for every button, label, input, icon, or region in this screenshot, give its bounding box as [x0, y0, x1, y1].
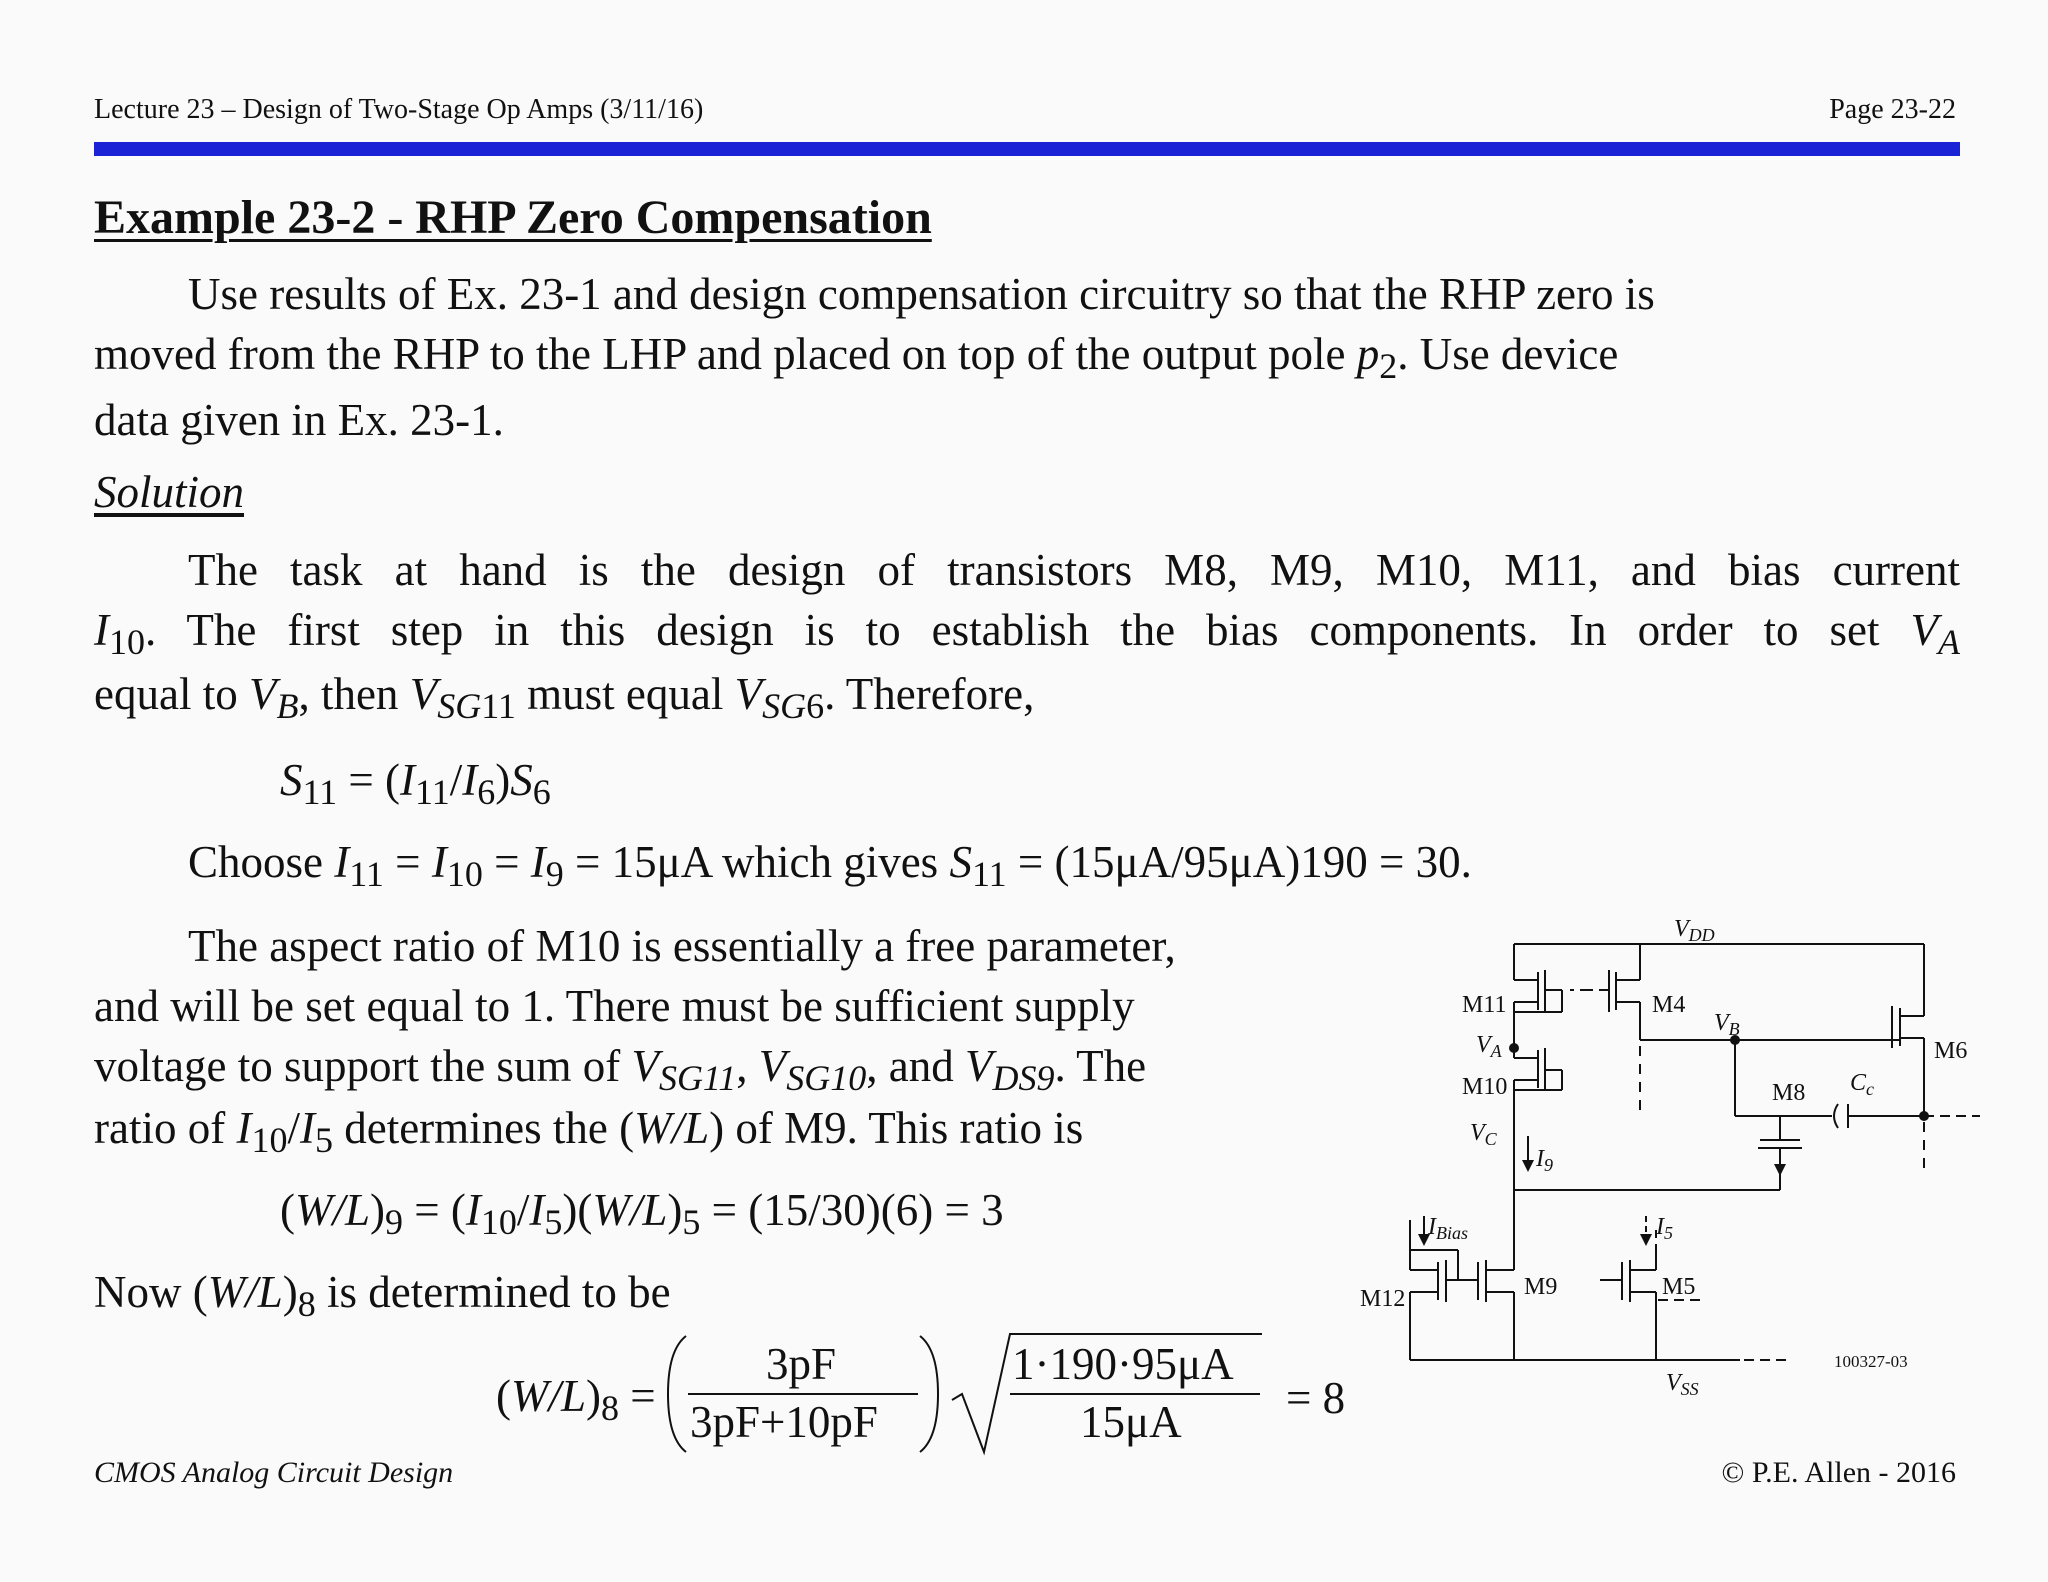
- solution-heading: Solution: [94, 467, 245, 517]
- frac2-numerator: 1·190·95μA: [1012, 1339, 1234, 1389]
- vdd-label: $V_{DD}$: [1674, 916, 1715, 945]
- para1-line-1: [94, 540, 1960, 600]
- para2-line-2: and will be set equal to 1. There must be sufficient supply: [94, 981, 1135, 1031]
- footer-course-name: CMOS Analog Circuit Design: [94, 1456, 454, 1489]
- header-divider-bar: [94, 142, 1960, 156]
- para1-line-2: [94, 600, 1960, 660]
- voltage-subscript: A: [1938, 622, 1961, 662]
- equation-wl9: $(W/L)_9 = (I_{10}/I_5)(W/L)_5 = (15/30)(6) = 3$: [280, 1185, 1004, 1242]
- circuit-schematic: [1340, 900, 2000, 1420]
- wl8-result: = 8: [1286, 1373, 1346, 1423]
- vc-label: $V_C$: [1470, 1120, 1497, 1149]
- wl8-lhs: $(W/L)_8$ =: [496, 1371, 656, 1428]
- equation-s11: $S_{11} = (I_{11}/I_6)S_6$: [280, 755, 551, 812]
- equation-wl8: [490, 1330, 1390, 1460]
- figure-id: 100327-03: [1834, 1352, 1908, 1371]
- problem-text: moved from the RHP to the LHP and placed on top of the output pole: [94, 329, 1357, 379]
- para2-line-1: The aspect ratio of M10 is essentially a free parameter,: [188, 921, 1176, 971]
- header-lecture-title: Lecture 23 – Design of Two-Stage Op Amps (3/11/16): [94, 94, 704, 125]
- problem-line-2: [94, 324, 1618, 384]
- current-subscript: 10: [109, 622, 145, 662]
- choose-line: Choose $I_{11} = I_{10} = I_9 = 15\mu A$ which gives $S_{11} = (15\mu A/95\mu A)190 = 30$.: [188, 837, 1472, 894]
- vb-label: $V_B$: [1714, 1010, 1740, 1039]
- m11-label: M11: [1462, 992, 1507, 1018]
- example-title: Example 23-2 - RHP Zero Compensation: [94, 191, 932, 244]
- i5-label: $I_5$: [1656, 1214, 1673, 1243]
- i9-label: $I_9$: [1536, 1146, 1553, 1175]
- footer-copyright: © P.E. Allen - 2016: [1721, 1456, 1956, 1489]
- problem-line-3: data given in Ex. 23-1.: [94, 395, 504, 445]
- para2-line-3: voltage to support the sum of $V_{SG11}$, $V_{SG10}$, and $V_{DS9}$. The: [94, 1041, 1147, 1098]
- m8-label: M8: [1772, 1080, 1806, 1106]
- pole-symbol: p: [1356, 329, 1380, 379]
- problem-text: . Use device: [1397, 329, 1619, 379]
- now-line: Now $(W/L)_8$ is determined to be: [94, 1267, 671, 1324]
- cc-label: $C_c$: [1850, 1070, 1875, 1099]
- para1-line-3: equal to $V_B$, then $V_{SG11}$ must equal $V_{SG6}$. Therefore,: [94, 669, 1035, 726]
- para2-line-4: ratio of $I_{10}/I_5$ determines the (W/L) of M9. This ratio is: [94, 1103, 1084, 1160]
- m4-label: M4: [1652, 992, 1686, 1018]
- wl8-brackets: [490, 1330, 1390, 1460]
- vss-label: $V_{SS}$: [1666, 1370, 1699, 1399]
- voltage-symbol: V: [1910, 605, 1939, 655]
- m6-label: M6: [1934, 1038, 1968, 1064]
- frac2-denominator: 15μA: [1080, 1397, 1182, 1447]
- para1-text: The task at hand is the design of transistors M8, M9, M10, M11, and bias current: [188, 545, 1960, 595]
- va-label: $V_A$: [1476, 1032, 1502, 1061]
- pole-subscript: 2: [1379, 346, 1398, 386]
- ibias-label: $I_{Bias}$: [1428, 1214, 1469, 1243]
- frac1-numerator: 3pF: [766, 1339, 837, 1389]
- header-page-number: Page 23-22: [1829, 94, 1956, 125]
- m9-label: M9: [1524, 1274, 1558, 1300]
- m5-label: M5: [1662, 1274, 1696, 1300]
- para1-text: . The first step in this design is to establish the bias components. In order to set: [145, 605, 1880, 655]
- current-symbol: I: [94, 605, 109, 655]
- m12-label: M12: [1360, 1286, 1406, 1312]
- frac1-denominator: 3pF+10pF: [690, 1397, 878, 1447]
- m10-label: M10: [1462, 1074, 1508, 1100]
- problem-line-1: Use results of Ex. 23-1 and design compensation circuitry so that the RHP zero is: [188, 269, 1655, 319]
